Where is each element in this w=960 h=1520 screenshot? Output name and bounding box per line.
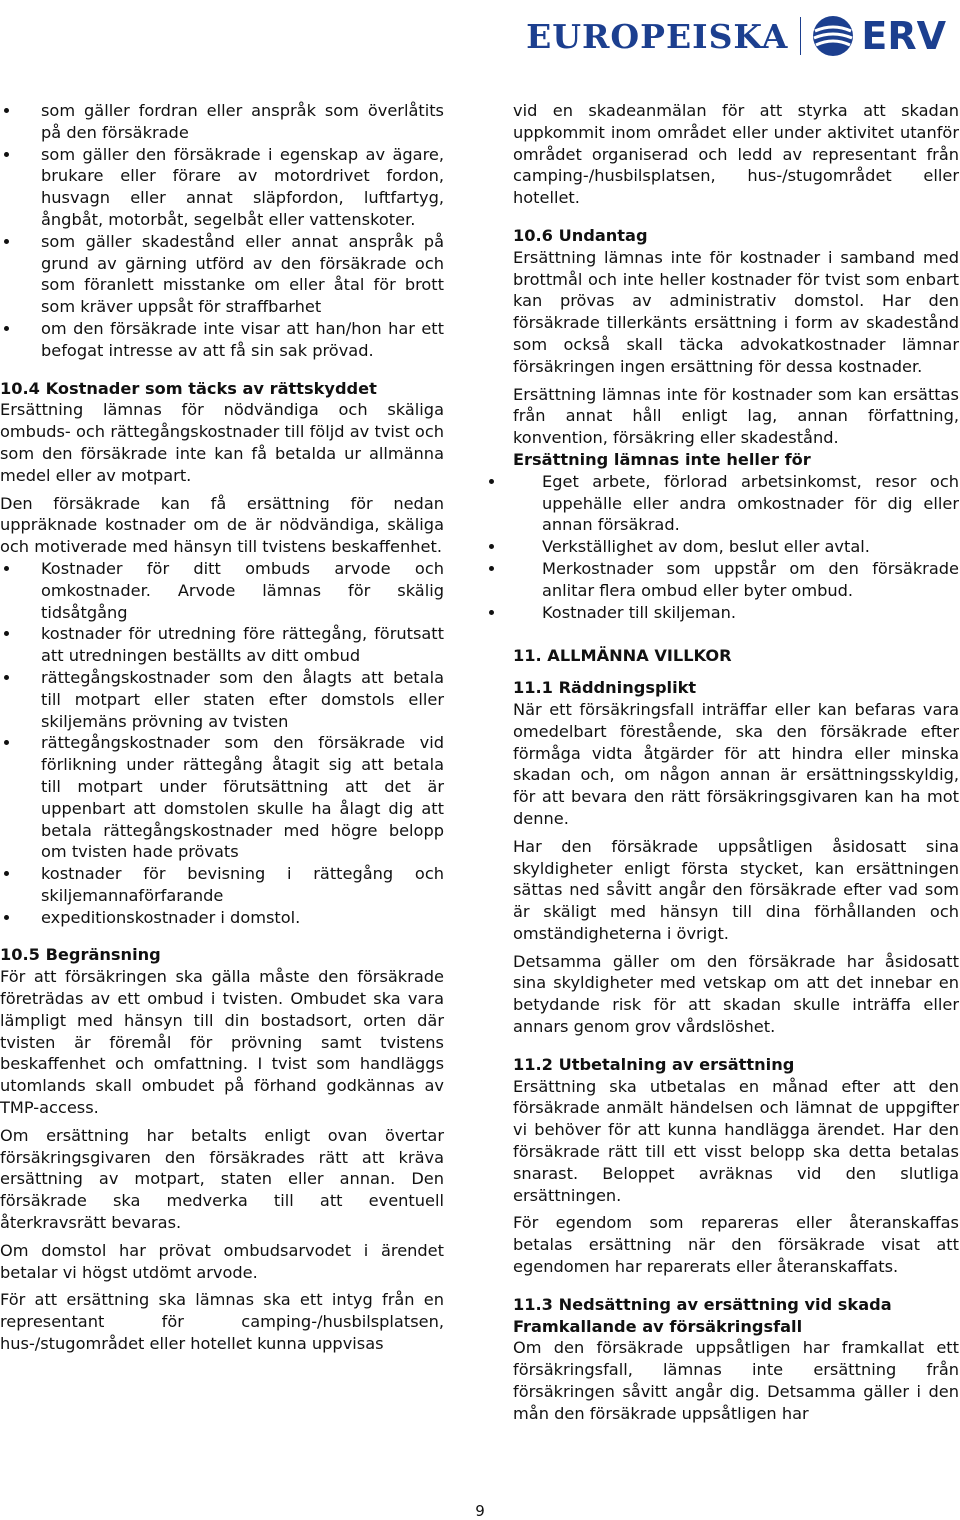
list-item: som gäller skadestånd eller annat anspråk på grund av gärning utförd av den försäkrade och som föranlett misstanke om eller åtal för brott som kräver uppsåt för straffbarhet: [0, 231, 444, 318]
list-item: Eget arbete, förlorad arbetsinkomst, resor och uppehälle eller andra omkostnader för dig eller annan försäkrad.: [513, 471, 959, 536]
list-item: som gäller fordran eller anspråk som överlåtits på den försäkrade: [0, 100, 444, 144]
paragraph: För att försäkringen ska gälla måste den försäkrade företrädas av ett ombud i tvisten. Ombudet ska vara lämpligt med hänsyn till din bostadsort, orten där tvisten är föremål för prövning samt tvistens beskaffenhet och omfattning. I tvist som handläggs utomlands skall ombudet på förhand godkännas av TMP-access.: [0, 967, 444, 1118]
right-column: [513, 100, 959, 1431]
list-item: om den försäkrade inte visar att han/hon har ett befogat intresse av att få sin sak prövad.: [0, 318, 444, 362]
cost-list: [0, 558, 444, 929]
logo-text-europeiska: EUROPEISKA: [526, 16, 789, 56]
paragraph: Om ersättning har betalts enligt ovan övertar försäkringsgivaren den försäkrades rätt att kräva ersättning av motpart, staten eller annan. Den försäkrade ska medverka till att eventuell återkravsrätt bevaras.: [0, 1125, 444, 1233]
list-item: Kostnader till skiljeman.: [513, 602, 959, 624]
list-item: Verkställighet av dom, beslut eller avtal.: [513, 536, 959, 558]
subheading: Ersättning lämnas inte heller för: [513, 449, 811, 469]
section-heading-10-5: 10.5 Begränsning: [0, 945, 161, 965]
section-heading-11: 11. ALLMÄNNA VILLKOR: [513, 646, 732, 666]
paragraph: Den försäkrade kan få ersättning för nedan uppräknade kostnader om de är nödvändiga, skäliga och motiverade med hänsyn till tvistens beskaffenhet.: [0, 493, 444, 557]
list-item: rättegångskostnader som den ålagts att betala till motpart eller staten efter domstols eller skiljemäns prövning av tvisten: [0, 667, 444, 732]
paragraph: Om domstol har prövat ombudsarvodet i ärendet betalar vi högst utdömt arvode.: [0, 1240, 444, 1282]
section-heading-11-3: 11.3 Nedsättning av ersättning vid skada: [513, 1294, 892, 1314]
logo-divider: [800, 17, 801, 55]
list-item: Merkostnader som uppstår om den försäkrade anlitar flera ombud eller byter ombud.: [513, 558, 959, 602]
logo-text-erv: ERV: [861, 14, 946, 58]
section-heading-11-2: 11.2 Utbetalning av ersättning: [513, 1054, 795, 1074]
paragraph: Ersättning lämnas inte för kostnader som kan ersättas från annat håll enligt lag, annan författning, konvention, försäkring eller skadestånd.: [513, 384, 959, 448]
company-logo: [526, 6, 946, 66]
paragraph: Har den försäkrade uppsåtligen åsidosatt sina skyldigheter enligt första stycket, kan ersättningen sättas ned såvitt angår den försäkrade efter vad som är skäligt med hänsyn till dina förhållanden och omständigheterna i övrigt.: [513, 836, 959, 943]
paragraph: Ersättning ska utbetalas en månad efter att den försäkrade anmält händelsen och lämnat de uppgifter vi behöver för att kunna handlägga ärendet. Har den försäkrade rätt till ett visst belopp ska detta betalas snarast. Beloppet avräknas vid den slutliga ersättningen.: [513, 1076, 959, 1205]
list-item: som gäller den försäkrade i egenskap av ägare, brukare eller förare av motordrivet fordon, husvagn eller annat släpfordon, luftfartyg, ångbåt, motorbåt, segelbåt eller vattenskoter.: [0, 144, 444, 231]
globe-icon: [811, 14, 855, 58]
paragraph: Ersättning lämnas för nödvändiga och skäliga ombuds- och rättegångskostnader till följd av tvist och som den försäkrade inte kan få betalda ur allmänna medel eller av motpart.: [0, 400, 444, 485]
paragraph: Om den försäkrade uppsåtligen har framkallat ett försäkringsfall, lämnas inte ersättning från försäkringen såvitt angår dig. Detsamma gäller i den mån den försäkrade uppsåtligen har: [513, 1338, 959, 1423]
section-heading-11-1: 11.1 Räddningsplikt: [513, 678, 697, 698]
page-number: 9: [475, 1502, 485, 1520]
subheading: Framkallande av försäkringsfall: [513, 1316, 803, 1336]
section-heading-10-4: 10.4 Kostnader som täcks av rättskyddet: [0, 378, 377, 398]
list-item: Kostnader för ditt ombuds arvode och omkostnader. Arvode lämnas för skälig tidsåtgång: [0, 558, 444, 623]
list-item: kostnader för utredning före rättegång, förutsatt att utredningen beställts av ditt ombud: [0, 623, 444, 667]
paragraph: vid en skadeanmälan för att styrka att skadan uppkommit inom området eller under aktivitet utanför området organiserad och ledd av representant från camping-/husbilsplatsen, hus-/stugområdet eller hotellet.: [513, 101, 959, 208]
left-column: [0, 100, 444, 1361]
not-covered-list: [513, 471, 959, 624]
list-item: rättegångskostnader som den försäkrade vid förlikning under rättegång åtagit sig att betala till motpart under förutsättning att det är uppenbart att domstolen skulle ha ålagt dig att betala rättegångskostnader med högre belopp om tvisten hade prövats: [0, 732, 444, 863]
paragraph: För att ersättning ska lämnas ska ett intyg från en representant för camping-/husbilsplatsen, hus-/stugområdet eller hotellet kunna uppvisas: [0, 1290, 444, 1354]
list-item: expeditionskostnader i domstol.: [0, 907, 444, 929]
paragraph: När ett försäkringsfall inträffar eller kan befaras vara omedelbart förestående, ska den försäkrade efter förmåga vidta åtgärder för att hindra eller minska skadan och, om någon annan är ersättningsskyldig, för att bevara den rätt försäkringsgivaren kan ha mot denne.: [513, 699, 959, 828]
paragraph: För egendom som repareras eller återanskaffas betalas ersättning när den försäkrade visat att egendomen har reparerats eller återanskaffats.: [513, 1213, 959, 1277]
paragraph: Ersättning lämnas inte för kostnader i samband med brottmål och inte heller kostnader för tvist som enbart kan prövas av administrativ domstol. Har den försäkrade tillerkänts ersättning i form av skadestånd som också skall täcka advokatkostnader lämnar försäkringen ingen ersättning för dessa kostnader.: [513, 247, 959, 376]
section-heading-10-6: 10.6 Undantag: [513, 225, 648, 245]
exclusion-list: [0, 100, 444, 362]
paragraph: Detsamma gäller om den försäkrade har åsidosatt sina skyldigheter med vetskap om att det innebar en betydande risk för att skadan skulle inträffa eller annars genom grov vårdslöshet.: [513, 951, 959, 1037]
list-item: kostnader för bevisning i rättegång och skiljemannaförfarande: [0, 863, 444, 907]
